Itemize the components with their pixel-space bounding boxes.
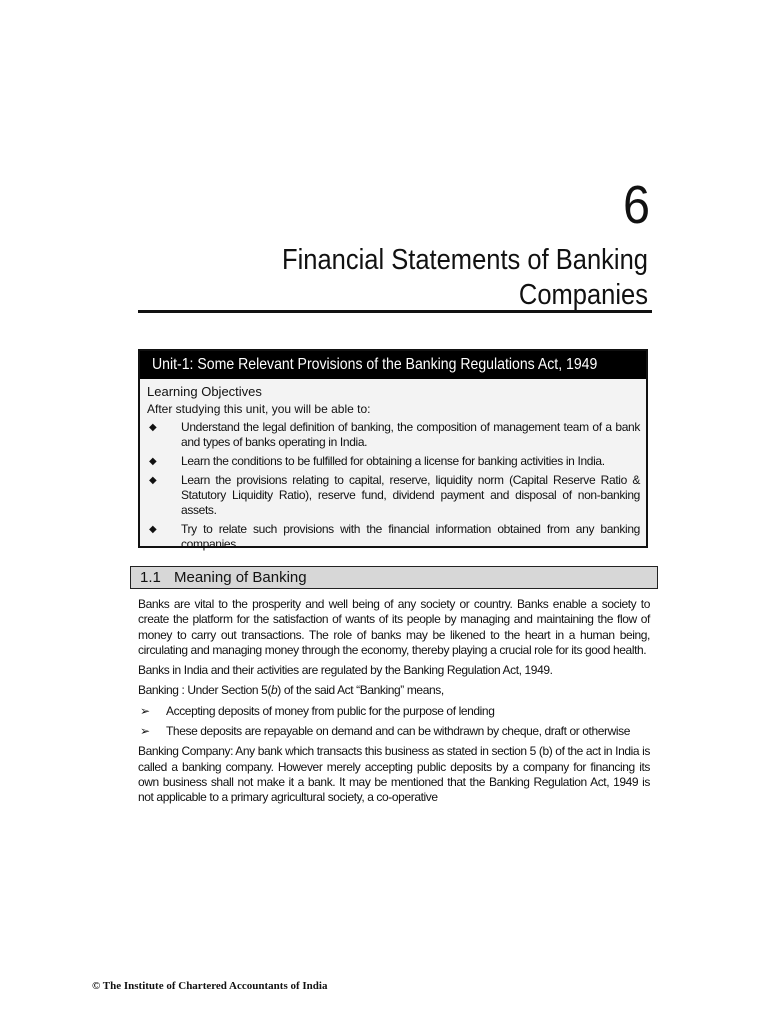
objective-text: Learn the conditions to be fulfilled for obtaining a license for banking activities in India. [181, 454, 605, 468]
objective-item [140, 454, 646, 469]
objective-item [140, 420, 646, 450]
chapter-number: 6 [622, 175, 650, 235]
diamond-bullet-icon: ◆ [149, 524, 157, 535]
objective-text: Understand the legal definition of banking, the composition of management team of a bank and types of banks operating in India. [181, 420, 640, 449]
unit-header [140, 351, 646, 379]
list-item [138, 724, 650, 739]
banking-points-list [138, 704, 650, 740]
copyright-footer: © The Institute of Chartered Accountants of India [92, 980, 328, 992]
paragraph: Banking Company: Any bank which transacts this business as stated in section 5 (b) of the act in India is called a banking company. However merely accepting public deposits by a company for financing its own business shall not make it a bank. It may be mentioned that the Banking Regulation Act, 1949 is not applicable to a primary agricultural society, a co-operative [138, 744, 650, 805]
diamond-bullet-icon: ◆ [149, 456, 157, 467]
list-item-text: Accepting deposits of money from public for the purpose of lending [166, 703, 495, 718]
paragraph-italic: b [271, 683, 278, 698]
learning-objectives-heading: Learning Objectives [147, 384, 262, 399]
section-number: 1.1 [140, 569, 161, 586]
unit-header-text: Unit-1: Some Relevant Provisions of the Banking Regulations Act, 1949 [152, 356, 598, 373]
diamond-bullet-icon: ◆ [149, 475, 157, 486]
section-body [138, 597, 650, 811]
paragraph [138, 683, 650, 698]
paragraph-text: ) of the said Act “Banking” means, [277, 683, 444, 698]
objective-text: Learn the provisions relating to capital, reserve, liquidity norm (Capital Reserve Ratio & Statutory Liquidity Ratio), reserve fund, dividend payment and disposal of non-banking assets. [181, 473, 640, 517]
learning-objectives-box [138, 349, 648, 551]
objectives-list [140, 420, 646, 552]
arrow-bullet-icon: ➢ [140, 703, 150, 718]
title-underline [138, 310, 652, 313]
chapter-title-line-2: Companies [518, 279, 648, 311]
section-title: Meaning of Banking [174, 569, 307, 586]
diamond-bullet-icon: ◆ [149, 422, 157, 433]
chapter-title-line-1: Financial Statements of Banking [282, 244, 648, 276]
objective-item [140, 522, 646, 552]
learning-objectives-intro: After studying this unit, you will be able to: [147, 402, 371, 416]
list-item-text: These deposits are repayable on demand and can be withdrawn by cheque, draft or otherwise [166, 724, 631, 739]
objective-text: Try to relate such provisions with the financial information obtained from any banking companies. [181, 522, 640, 551]
paragraph: Banks in India and their activities are regulated by the Banking Regulation Act, 1949. [138, 663, 553, 678]
section-heading [130, 566, 658, 589]
objective-item [140, 473, 646, 518]
arrow-bullet-icon: ➢ [140, 724, 150, 739]
paragraph: Banks are vital to the prosperity and well being of any society or country. Banks enable a society to create the platform for the satisfaction of wants of its people by managing and maintaining the flow of money to carry out transactions. The role of banks may be likened to the heart in a human being, circulating and managing money through the economy, thereby playing a crucial role for its good health. [138, 597, 650, 657]
paragraph-text: Banking : Under Section 5( [138, 683, 272, 698]
list-item [138, 704, 650, 719]
chapter-title [199, 243, 648, 313]
